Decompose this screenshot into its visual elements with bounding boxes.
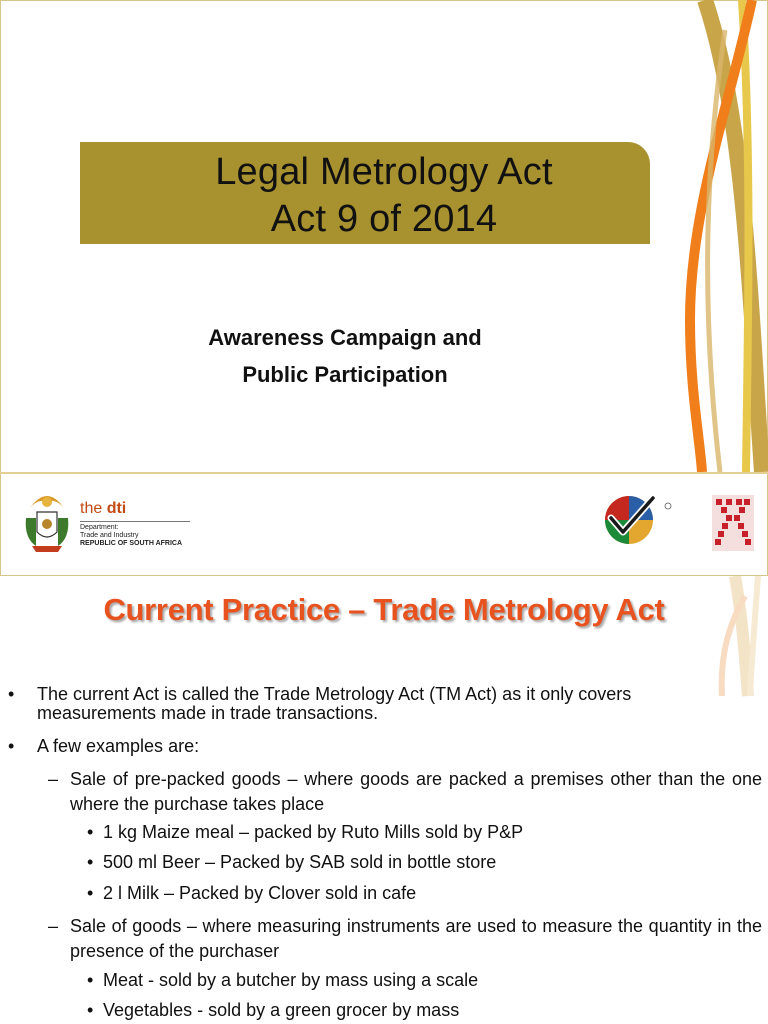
- dti-dept-line-3: REPUBLIC OF SOUTH AFRICA: [80, 540, 183, 547]
- bullet-mark: •: [8, 736, 15, 756]
- bullet-item: [8, 685, 748, 723]
- sub-bullet-text: Sale of goods – where measuring instruments are used to measure the quantity in the presence of the purchaser: [70, 916, 762, 961]
- dti-dept-line-1: Department:: [80, 524, 119, 531]
- footer-divider: [0, 472, 768, 474]
- sub-bullet-item: [48, 914, 762, 964]
- bullet-mark: •: [8, 684, 15, 704]
- sub-bullet-mark: –: [48, 916, 59, 936]
- sub-sub-bullet-text: 2 l Milk – Packed by Clover sold in cafe: [103, 883, 417, 903]
- dti-logo: [80, 500, 190, 548]
- bullet-item: [8, 737, 748, 756]
- sub-sub-bullet-item: [87, 884, 747, 903]
- sub-sub-bullet-text: Vegetables - sold by a green grocer by mass: [103, 1000, 460, 1020]
- sub-bullet-text: Sale of pre-packed goods – where goods are packed a premises other than the one where the purchase takes place: [70, 769, 762, 814]
- coat-of-arms-icon: [22, 488, 72, 554]
- sub-sub-bullet-item: [87, 853, 747, 872]
- dti-dept-line-2: Trade and Industry: [80, 532, 139, 539]
- subtitle-line-1: Awareness Campaign and: [208, 325, 482, 350]
- sub-sub-bullet-item: [87, 823, 747, 842]
- sub-sub-bullet-mark: •: [87, 822, 94, 842]
- sub-sub-bullet-text: 1 kg Maize meal – packed by Ruto Mills sold by P&P: [103, 822, 524, 842]
- dti-brand-prefix: the: [80, 500, 103, 517]
- sub-sub-bullet-item: [87, 1001, 747, 1020]
- sub-bullet-mark: –: [48, 769, 59, 789]
- sub-sub-bullet-mark: •: [87, 970, 94, 990]
- sub-sub-bullet-text: 500 ml Beer – Packed by SAB sold in bottle store: [103, 852, 497, 872]
- sub-sub-bullet-mark: •: [87, 883, 94, 903]
- proudly-sa-check-icon: [603, 494, 675, 546]
- slide-title-line-1: Legal Metrology Act: [215, 151, 553, 193]
- sub-sub-bullet-item: [87, 971, 747, 990]
- sub-sub-bullet-text: Meat - sold by a butcher by mass using a scale: [103, 970, 479, 990]
- bullet-text: A few examples are:: [37, 736, 200, 756]
- sub-sub-bullet-mark: •: [87, 1000, 94, 1020]
- content-slide: [0, 576, 768, 1024]
- subtitle-line-2: Public Participation: [242, 362, 448, 387]
- sub-sub-bullet-mark: •: [87, 852, 94, 872]
- dti-brand-name: dti: [106, 500, 127, 517]
- sub-bullet-item: [48, 767, 762, 817]
- dti-divider: [80, 521, 190, 522]
- slide-title: Current Practice – Trade Metrology Act: [103, 592, 665, 627]
- red-ribbon-icon: [712, 495, 754, 551]
- slide-title-line-2: Act 9 of 2014: [270, 198, 498, 240]
- bullet-text: The current Act is called the Trade Metrology Act (TM Act) as it only covers measurements made in trade transactions.: [37, 684, 632, 723]
